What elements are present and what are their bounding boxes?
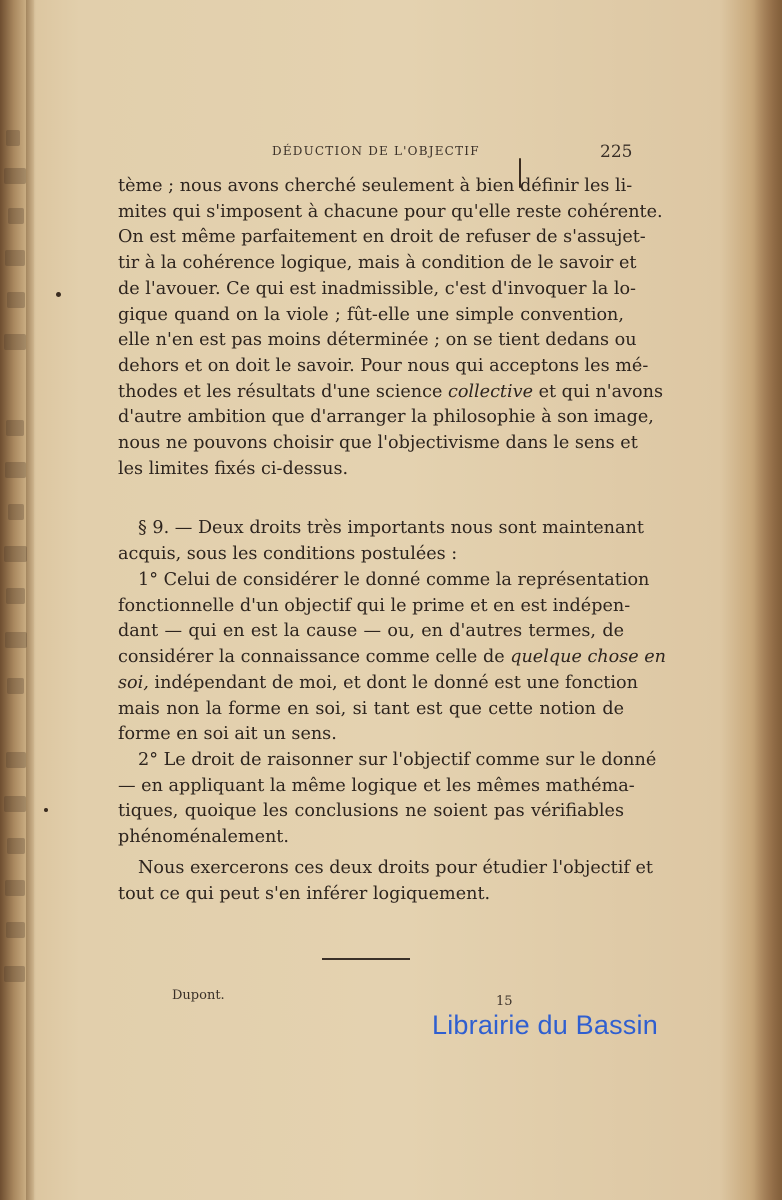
text-line: mites qui s'imposent à chacune pour qu'elle reste cohérente. — [118, 201, 663, 222]
bookseller-watermark: Librairie du Bassin — [432, 1010, 658, 1040]
text-run: et qui n'avons — [532, 381, 664, 402]
text-run: considérer la connaissance comme celle de — [118, 647, 511, 668]
text-line: — en appliquant la même logique et les mêmes mathéma- — [118, 775, 635, 796]
text-line: 2° Le droit de raisonner sur l'objectif comme sur le donné — [138, 750, 657, 770]
text-line: tir à la cohérence logique, mais à condition de le savoir et — [118, 253, 637, 274]
text-line: 1° Celui de considérer le donné comme la représentation — [138, 570, 650, 590]
text-line: elle n'en est pas moins déterminée ; on se tient dedans ou — [118, 330, 637, 351]
facing-page-bleed — [0, 120, 34, 1000]
italic-term: quelque chose en — [510, 647, 667, 668]
text-line — [118, 380, 664, 406]
text-line: phénoménalement. — [118, 827, 289, 848]
text-run: thodes et les résultats d'une science — [118, 381, 448, 402]
text-line: Nous exercerons ces deux droits pour étudier l'objectif et — [138, 858, 653, 878]
printer-signature-mark: 15 — [496, 994, 513, 1009]
text-line: fonctionnelle d'un objectif qui le prime et en est indépen- — [118, 595, 631, 616]
ink-speck — [56, 292, 61, 297]
text-line: mais non la forme en soi, si tant est que cette notion de — [118, 698, 624, 719]
numbered-point-1 — [118, 568, 667, 748]
italic-term: soi, — [118, 672, 149, 693]
section-paragraph — [118, 516, 644, 567]
text-line: tiques, quoique les conclusions ne soient pas vérifiables — [118, 801, 624, 822]
text-line: tème ; nous avons cherché seulement à bien définir les li- — [118, 176, 633, 196]
paragraph-continuation — [118, 174, 664, 482]
text-line: tout ce qui peut s'en inférer logiquement. — [118, 883, 491, 904]
section-heading-line: § 9. — Deux droits très importants nous sont maintenant — [138, 518, 644, 538]
running-title: DÉDUCTION DE L'OBJECTIF — [272, 144, 480, 158]
text-line: On est même parfaitement en droit de refuser de s'assujet- — [118, 227, 646, 248]
closing-paragraph — [118, 856, 653, 907]
page-number: 225 — [600, 142, 633, 162]
text-line: gique quand on la viole ; fût-elle une simple convention, — [118, 304, 624, 325]
author-signature: Dupont. — [172, 988, 225, 1003]
section-end-rule — [322, 958, 410, 960]
text-line: acquis, sous les conditions postulées : — [118, 543, 458, 564]
text-line: les limites fixés ci-dessus. — [118, 458, 349, 479]
text-line: de l'avouer. Ce qui est inadmissible, c'est d'invoquer la lo- — [118, 278, 636, 299]
text-line: forme en soi ait un sens. — [118, 724, 337, 745]
italic-term: collective — [447, 381, 533, 402]
text-line: d'autre ambition que d'arranger la philosophie à son image, — [118, 407, 654, 428]
text-line: dant — qui en est la cause — ou, en d'autres termes, de — [118, 621, 624, 642]
page-right-edge — [754, 0, 782, 1200]
text-line: nous ne pouvons choisir que l'objectivisme dans le sens et — [118, 433, 638, 454]
text-line: dehors et on doit le savoir. Pour nous qui acceptons les mé- — [118, 355, 649, 376]
ink-speck — [44, 808, 48, 812]
text-line — [118, 671, 638, 697]
text-run: indépendant de moi, et dont le donné est une fonction — [148, 672, 638, 693]
text-line — [118, 645, 667, 671]
numbered-point-2 — [118, 748, 657, 851]
